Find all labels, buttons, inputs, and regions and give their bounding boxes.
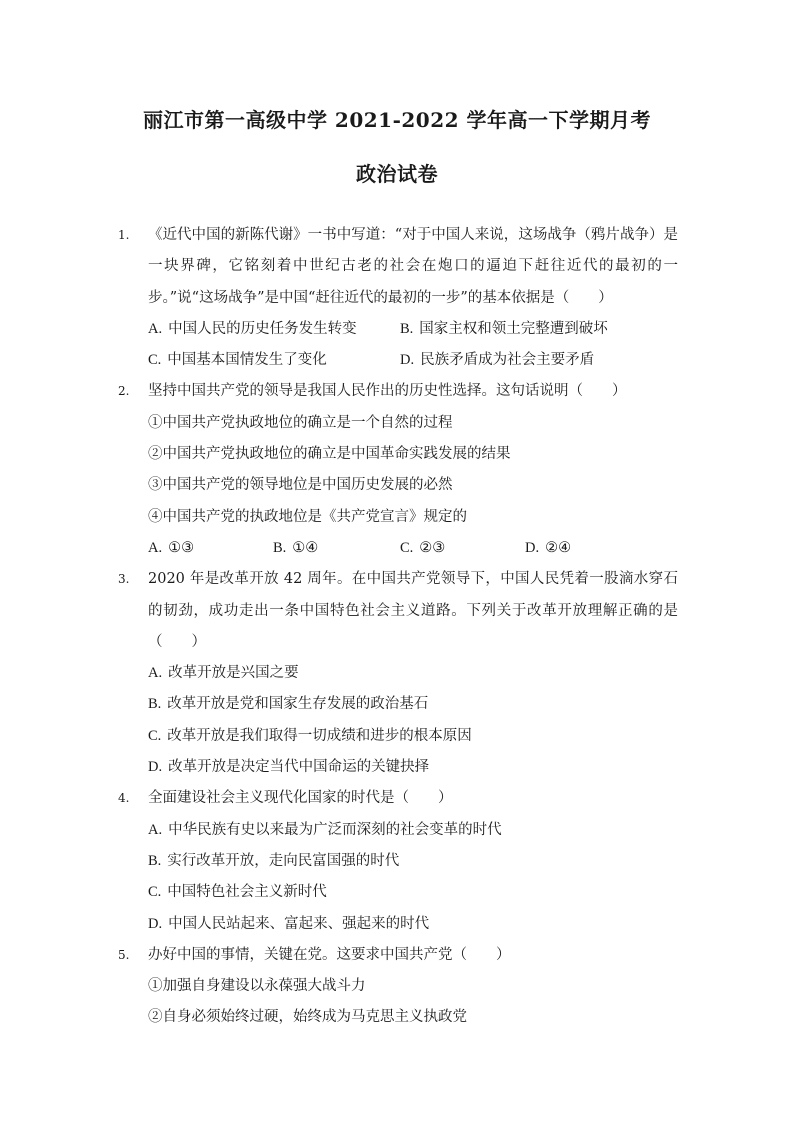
page-title: 丽江市第一高级中学 2021-2022 学年高一下学期月考 — [142, 108, 652, 132]
option-d[interactable] — [0, 752, 794, 783]
option-letter: D. — [525, 539, 540, 556]
option-b[interactable] — [400, 314, 608, 345]
options-row — [0, 314, 794, 345]
statement-1: ①加强自身建设以永葆强大战斗力 — [148, 978, 366, 995]
option-d[interactable] — [525, 533, 571, 564]
question-number: 4. — [118, 791, 130, 806]
option-letter: C. — [400, 539, 414, 556]
statement-3: ③中国共产党的领导地位是中国历史发展的必然 — [148, 477, 453, 494]
option-text: 中华民族有史以来最为广泛而深刻的社会变革的时代 — [168, 821, 502, 838]
option-a[interactable] — [0, 815, 794, 846]
option-text: ①④ — [292, 539, 319, 556]
option-text: 实行改革开放，走向民富国强的时代 — [167, 852, 400, 869]
option-letter: A. — [148, 539, 163, 556]
option-c[interactable] — [0, 877, 794, 908]
option-c[interactable] — [0, 721, 794, 752]
option-text: 中国基本国情发生了变化 — [167, 352, 327, 369]
option-letter: A. — [148, 821, 163, 838]
question-stem — [0, 940, 678, 971]
question-text: 办好中国的事情，关键在党。这要求中国共产党（ ） — [148, 946, 511, 963]
question-stem — [0, 376, 678, 407]
option-text: ②④ — [545, 539, 572, 556]
option-text: 改革开放是我们取得一切成绩和进步的根本原因 — [167, 727, 472, 744]
option-a[interactable] — [0, 658, 794, 689]
option-text: ①③ — [168, 539, 195, 556]
question-5 — [0, 940, 794, 1034]
option-letter: C. — [148, 352, 162, 369]
option-d[interactable] — [400, 345, 594, 376]
option-letter: B. — [273, 539, 287, 556]
question-number: 5. — [118, 947, 130, 962]
option-letter: D. — [148, 759, 163, 776]
question-text: 坚持中国共产党的领导是我国人民作出的历史性选择。这句话说明（ ） — [148, 383, 627, 400]
question-list — [0, 220, 794, 1034]
option-b[interactable] — [0, 846, 794, 877]
option-letter: A. — [148, 665, 163, 682]
option-text: 改革开放是决定当代中国命运的关键抉择 — [168, 759, 430, 776]
option-text: 民族矛盾成为社会主要矛盾 — [420, 352, 595, 369]
question-4 — [0, 783, 794, 939]
option-letter: C. — [148, 884, 162, 901]
option-letter: A. — [148, 320, 163, 337]
option-b[interactable] — [273, 533, 318, 564]
question-3 — [0, 564, 794, 783]
question-text: 《近代中国的新陈代谢》一书中写道：“对于中国人来说，这场战争（鸦片战争）是一块界碑，它铭刻着中世纪古老的社会在炮口的逼迫下赶往近代的最初的一步。”说“这场战争”是中国“赶往近代的最初的一步”的基本依据是（ ） — [148, 227, 678, 306]
option-b[interactable] — [0, 689, 794, 720]
option-letter: D. — [148, 915, 163, 932]
statement-4: ④中国共产党的执政地位是《共产党宣言》规定的 — [148, 508, 467, 525]
statement-2: ②中国共产党执政地位的确立是中国革命实践发展的结果 — [148, 446, 511, 463]
option-d[interactable] — [0, 909, 794, 940]
options-row — [0, 533, 794, 564]
question-number: 3. — [118, 572, 130, 587]
question-number: 1. — [118, 228, 130, 242]
option-letter: D. — [400, 352, 415, 369]
question-2 — [0, 376, 794, 564]
question-stem — [0, 564, 678, 658]
option-text: 国家主权和领土完整遭到破坏 — [419, 320, 608, 337]
option-letter: B. — [148, 696, 162, 713]
option-text: 改革开放是党和国家生存发展的政治基石 — [167, 696, 429, 713]
option-c[interactable] — [148, 345, 327, 376]
option-letter: C. — [148, 727, 162, 744]
option-text: ②③ — [419, 539, 446, 556]
option-text: 改革开放是兴国之要 — [168, 665, 299, 682]
option-text: 中国人民的历史任务发生转变 — [168, 320, 357, 337]
page-subtitle: 政治试卷 — [356, 162, 438, 186]
question-number: 2. — [118, 384, 130, 399]
question-1 — [0, 220, 794, 376]
question-text: 全面建设社会主义现代化国家的时代是（ ） — [148, 790, 453, 807]
option-text: 中国特色社会主义新时代 — [167, 884, 327, 901]
option-text: 中国人民站起来、富起来、强起来的时代 — [168, 915, 430, 932]
option-c[interactable] — [400, 533, 445, 564]
statement-2: ②自身必须始终过硬，始终成为马克思主义执政党 — [148, 1009, 467, 1026]
question-text: 2020 年是改革开放 42 周年。在中国共产党领导下，中国人民凭着一股滴水穿石的韧劲，成功走出一条中国特色社会主义道路。下列关于改革开放理解正确的是（ ） — [148, 571, 678, 650]
statement-1: ①中国共产党执政地位的确立是一个自然的过程 — [148, 414, 453, 431]
options-row — [0, 345, 794, 376]
question-stem — [0, 220, 678, 314]
option-a[interactable] — [148, 314, 357, 345]
option-letter: B. — [400, 320, 414, 337]
question-stem — [0, 783, 678, 814]
option-letter: B. — [148, 852, 162, 869]
option-a[interactable] — [148, 533, 194, 564]
